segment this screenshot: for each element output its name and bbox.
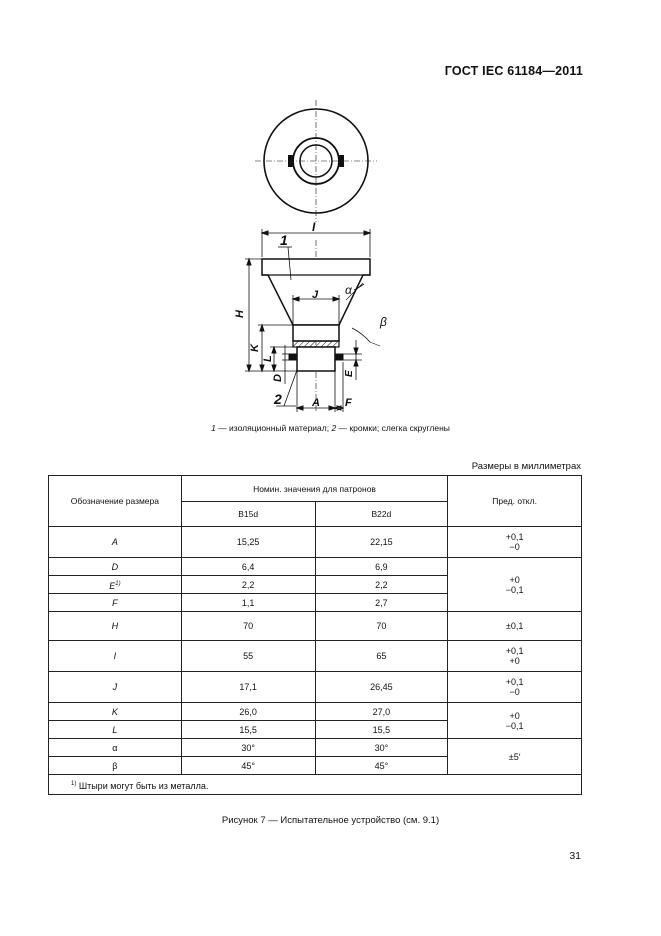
table-row: D 6,4 6,9 +0 −0,1 (49, 558, 582, 576)
label-alpha: α (345, 283, 352, 297)
header-nominal: Номин. значения для патронов (181, 476, 447, 502)
label-F: F (345, 397, 352, 409)
hatched-band (293, 341, 339, 347)
pin-right (338, 155, 344, 167)
table-row: L 15,5 15,5 (49, 721, 582, 739)
table-row: α 30° 30° ±5′ (49, 739, 582, 757)
table-row: A 15,25 22,15 +0,1 −0 (49, 527, 582, 558)
test-device-drawing (0, 0, 661, 420)
legend-text-2: — кромки; слегка скруглены (336, 423, 450, 433)
table-row: K 26,0 27,0 +0 −0,1 (49, 703, 582, 721)
label-D: D (272, 374, 284, 382)
legend-num-1: 1 (211, 423, 216, 433)
table-row: H 70 70 ±0,1 (49, 612, 582, 641)
document-standard-header: ГОСТ IEC 61184—2011 (444, 64, 583, 78)
header-param: Обозначение размера (49, 476, 182, 527)
figure-caption: Рисунок 7 — Испытательное устройство (см. 9.1) (221, 815, 440, 826)
side-pin-right (335, 354, 343, 360)
table-row: F 1,1 2,7 (49, 594, 582, 612)
label-J: J (312, 289, 319, 301)
lower-cylinder (297, 347, 335, 371)
table-row: $E^{1)}$ 2,2 2,2 (49, 576, 582, 594)
header-tolerance: Пред. откл. (448, 476, 582, 527)
table-row: I 55 65 +0,1 +0 (49, 641, 582, 672)
dimensions-table (48, 475, 582, 795)
legend-num-2: 2 (331, 423, 337, 433)
callout-2: 2 (274, 391, 282, 407)
cap-section (293, 325, 339, 341)
page-number: 31 (569, 850, 581, 862)
units-note: Размеры в миллиметрах (471, 461, 581, 472)
callout-1: 1 (280, 232, 288, 248)
label-A: A (312, 397, 320, 409)
label-L: L (262, 355, 274, 362)
table-row: β 45° 45° (49, 757, 582, 775)
header-b22d: B22d (315, 502, 448, 527)
side-view (245, 229, 380, 412)
header-b15d: B15d (181, 502, 315, 527)
label-H: H (234, 310, 246, 318)
table-row: J 17,1 26,45 +0,1 −0 (49, 672, 582, 703)
footnote-text: Штыри могут быть из металла. (76, 780, 209, 791)
top-view (255, 100, 377, 222)
label-I: I (312, 220, 316, 234)
label-K: K (249, 344, 261, 352)
footnote-mark: 1) (71, 780, 77, 787)
table-footnote-row (49, 775, 582, 795)
legend-text-1: — изоляционный материал; (215, 423, 332, 433)
label-E: E (344, 370, 355, 377)
label-beta: β (380, 315, 387, 329)
side-pin-left (289, 354, 297, 360)
figure-legend (0, 423, 661, 433)
pin-left (288, 155, 294, 167)
